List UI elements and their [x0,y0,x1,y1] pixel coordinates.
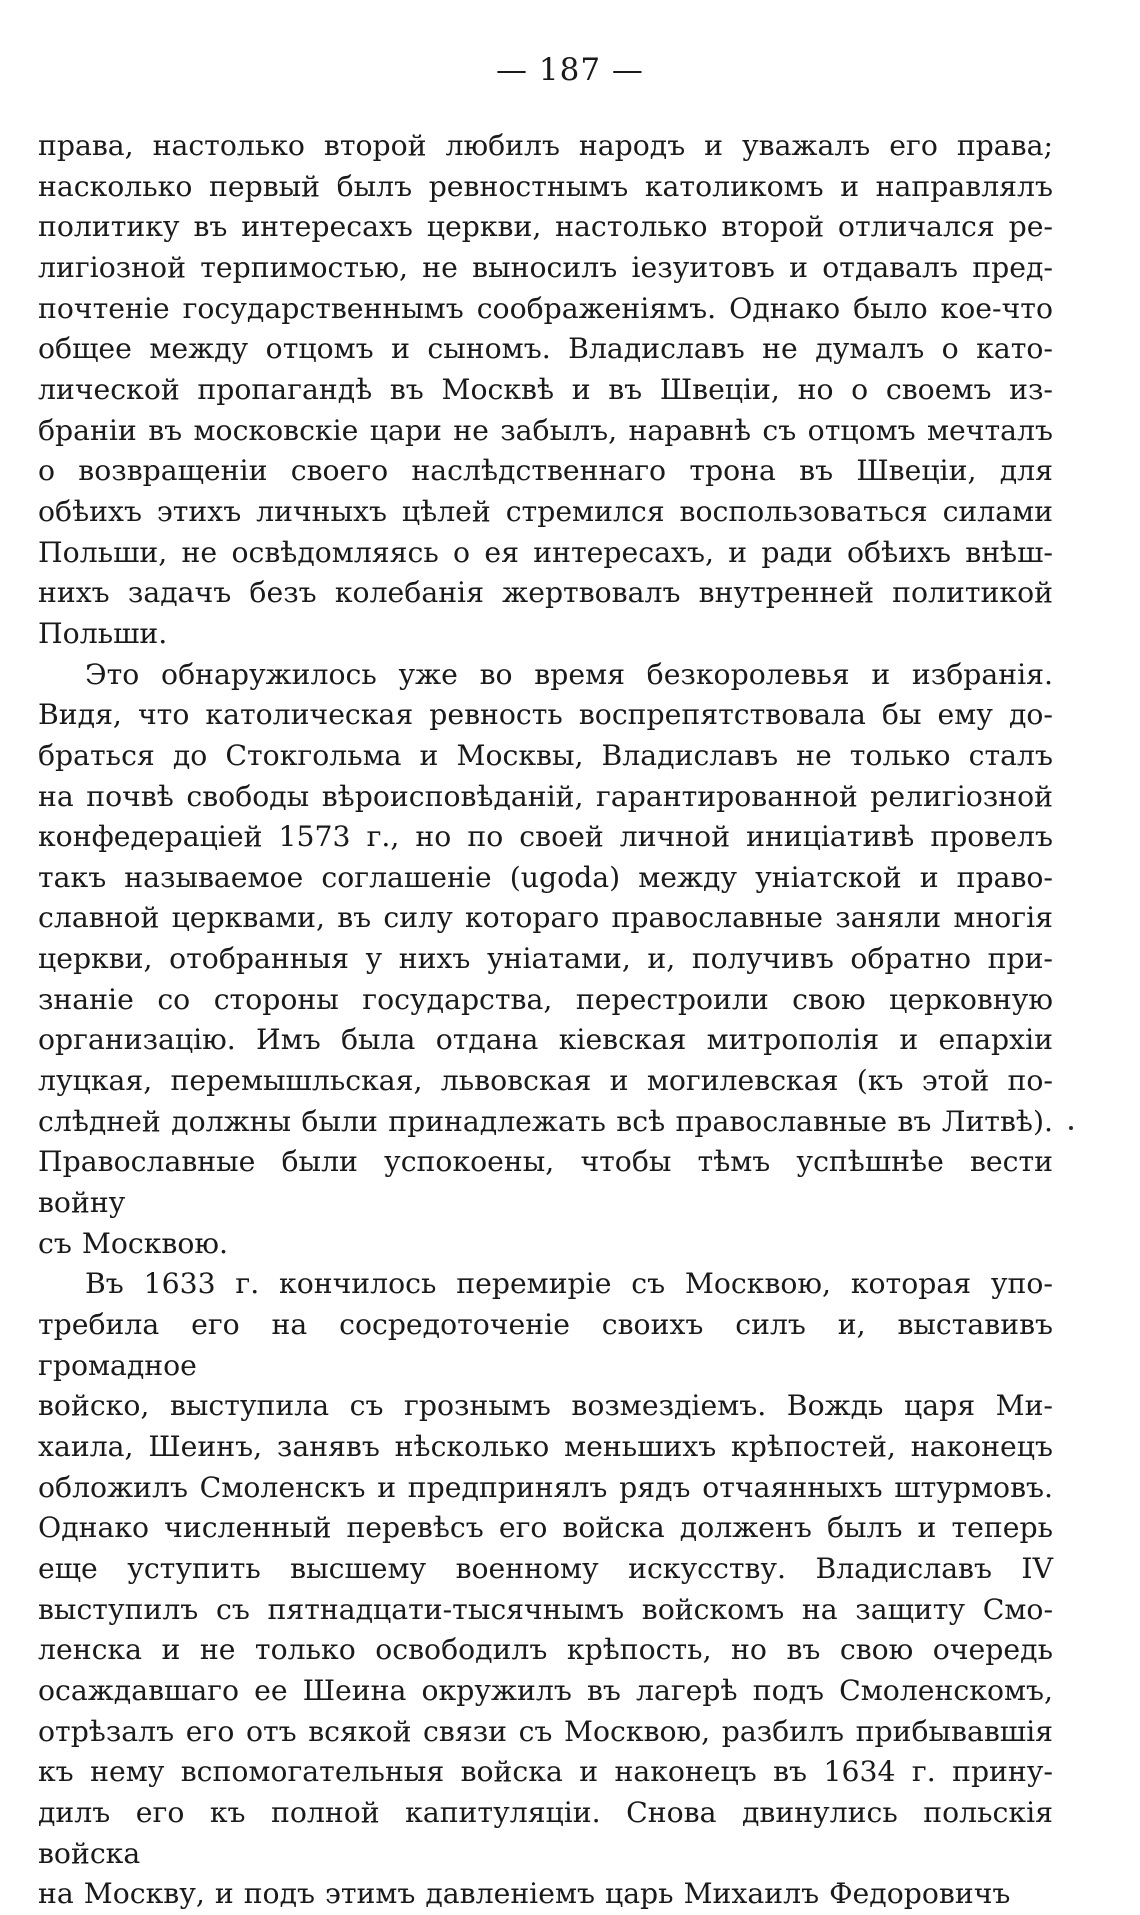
text-line: обложилъ Смоленскъ и предпринялъ рядъ отчаянныхъ штурмовъ. [38,1470,1053,1504]
text-line: къ нему вспомогательныя войска и наконецъ въ 1634 г. прину- [38,1755,1053,1789]
text-line: еще уступить высшему военному искусству. Владиславъ IV [38,1551,1053,1585]
text-line: слѣдней должны были принадлежать всѣ православные въ Литвѣ). [38,1104,1053,1138]
text-line: нихъ задачъ безъ колебанія жертвовалъ внутренней политикой [38,576,1053,610]
paragraph-2 [38,655,1053,1265]
text-line: требила его на сосредоточеніе своихъ силъ и, выставивъ громадное [38,1308,1053,1382]
text-line: на почвѣ свободы вѣроисповѣданій, гарантированной религіозной [38,779,1053,813]
text-line: такъ называемое соглашеніе (ugoda) между уніатской и право- [38,860,1053,894]
text-line: на Москву, и подъ этимъ давленіемъ царь Михаилъ Федоровичъ [38,1877,1011,1911]
text-line: почтеніе государственнымъ соображеніямъ. Однако было кое-что [38,291,1053,325]
text-line: отрѣзалъ его отъ всякой связи съ Москвою, разбилъ прибывавшія [38,1714,1053,1748]
text-line: Это обнаружилось уже во время безкоролевья и избранія. [85,657,1053,691]
text-line: лической пропагандѣ въ Москвѣ и въ Швеціи, но о своемъ из- [38,372,1053,406]
text-line: о возвращеніи своего наслѣдственнаго трона въ Швеціи, для [38,454,1053,488]
text-line: обѣихъ этихъ личныхъ цѣлей стремился воспользоваться силами [38,494,1053,528]
text-line: организацію. Имъ была отдана кіевская митрополія и епархіи [38,1023,1053,1057]
text-line: луцкая, перемышльская, львовская и могилевская (къ этой по- [38,1064,1053,1098]
text-line: выступилъ съ пятнадцати-тысячнымъ войскомъ на защиту Смо- [38,1592,1053,1626]
text-line: конфедераціей 1573 г., но по своей личной иниціативѣ провелъ [38,820,1053,854]
text-line: осаждавшаго ее Шеина окружилъ въ лагерѣ подъ Смоленскомъ, [38,1673,1053,1707]
text-line: знаніе со стороны государства, перестроили свою церковную [38,982,1053,1016]
text-line: церкви, отобранныя у нихъ уніатами, и, получивъ обратно при- [38,942,1053,976]
text-line: ленска и не только освободилъ крѣпость, но въ свою очередь [38,1633,1053,1667]
margin-mark [1069,1126,1073,1130]
text-line: браться до Стокгольма и Москвы, Владиславъ не только сталъ [38,738,1053,772]
text-line: хаила, Шеинъ, занявъ нѣсколько меньшихъ крѣпостей, наконецъ [38,1430,1053,1463]
text-line: Видя, что католическая ревность воспрепятствовала бы ему до- [38,698,1053,732]
text-line: права, настолько второй любилъ народъ и уважалъ его права; [38,129,1053,162]
text-line: съ Москвою. [38,1226,228,1260]
page-number: — 187 — [496,52,644,88]
text-line: Польши. [38,616,168,650]
text-line: войско, выступила съ грознымъ возмездіемъ. Вождь царя Ми- [38,1389,1053,1423]
text-line: политику въ интересахъ церкви, настолько второй отличался ре- [38,210,1053,244]
text-line: Въ 1633 г. кончилось перемиріе съ Москвою, которая упо- [85,1267,1053,1301]
body-text [38,126,1053,1915]
paragraph-3 [38,1264,1053,1915]
text-line: дилъ его къ полной капитуляціи. Снова двинулись польскія войска [38,1795,1053,1870]
text-line: Польши, не освѣдомляясь о ея интересахъ, и ради обѣихъ внѣш- [38,535,1053,569]
text-line: лигіозной терпимостью, не выносилъ іезуитовъ и отдавалъ пред- [38,250,1053,284]
text-line: Однако численный перевѣсъ его войска долженъ былъ и теперь [38,1511,1053,1545]
text-line: общее между отцомъ и сыномъ. Владиславъ не думалъ о като- [38,332,1053,366]
text-line: насколько первый былъ ревностнымъ католикомъ и направлялъ [38,169,1053,203]
text-line: славной церквами, въ силу котораго православные заняли многія [38,901,1053,935]
paragraph-1 [38,126,1053,655]
text-line: браніи въ московскіе цари не забылъ, наравнѣ съ отцомъ мечталъ [38,413,1053,447]
text-line: Православные были успокоены, чтобы тѣмъ успѣшнѣе вести войну [38,1145,1053,1220]
